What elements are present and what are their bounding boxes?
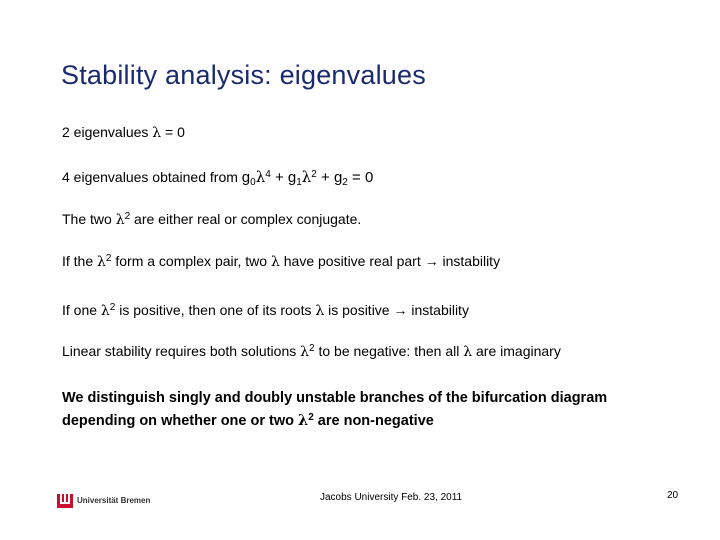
bifurcation-note: We distinguish singly and doubly unstable branches of the bifurcation diagram depending on whether one or two $\lambda^2$ are non-negative bbox=[62, 390, 608, 429]
equation: $g_0\lambda^4 + g_1\lambda^2 + g_2 = 0$ bbox=[241, 168, 374, 188]
logo-text: Universität Bremen bbox=[77, 496, 151, 505]
page-number: 20 bbox=[667, 490, 679, 501]
slide-title: Stability analysis: eigenvalues bbox=[61, 60, 426, 90]
logo-mark-icon bbox=[56, 491, 74, 509]
positive-root-line: If one $\lambda^2$ is positive, then one of its roots λ is positive → instability bbox=[62, 302, 469, 319]
eigenvalue-zero-line: 2 eigenvalues λ = 0 bbox=[62, 124, 185, 141]
linear-stability-line: Linear stability requires both solutions $\lambda^2$ to be negative: then all λ are imaginary bbox=[62, 343, 561, 360]
footer-text: Jacobs University Feb. 23, 2011 bbox=[320, 492, 463, 503]
characteristic-equation-line: 4 eigenvalues obtained from $g_0\lambda^4 + g_1\lambda^2 + g_2 = 0$ bbox=[62, 168, 374, 188]
university-logo bbox=[56, 491, 156, 511]
lambda-symbol: λ bbox=[152, 125, 162, 141]
real-or-complex-line: The two $\lambda^2$ are either real or complex conjugate. bbox=[62, 211, 362, 228]
complex-pair-line: If the $\lambda^2$ form a complex pair, two λ have positive real part → instability bbox=[62, 253, 501, 270]
